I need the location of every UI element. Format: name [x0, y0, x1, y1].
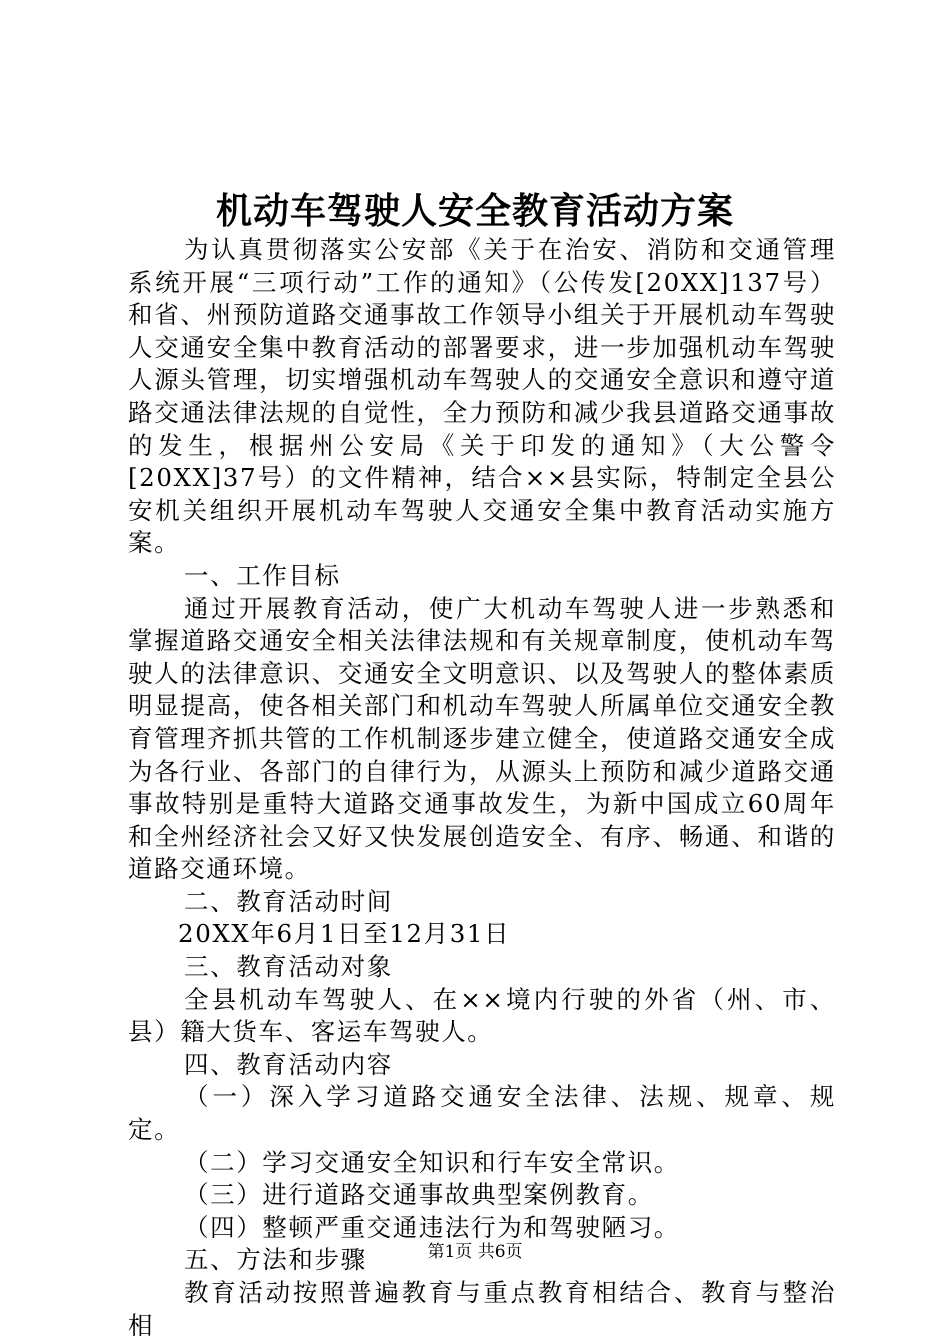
content-item-4: （四）整顿严重交通违法行为和驾驶陋习。 — [184, 1212, 680, 1242]
goals-paragraph: 通过开展教育活动，使广大机动车驾驶人进一步熟悉和掌握道路交通安全相关法律法规和有关规章制度，使机动车驾驶人的法律意识、交通安全文明意识、以及驾驶人的整体素质明显提高，使各相关部门和机动车驾驶人所属单位交通安全教育管理齐抓共管的工作机制逐步建立健全，使道路交通安全成为各行业、各部门的自律行为，从源头上预防和减少道路交通事故特别是重特大道路交通事故发生，为新中国成立60周年和全州经济社会又好又快发展创造安全、有序、畅通、和谐的道路交通环境。 — [128, 593, 836, 884]
section-heading-targets: 三、教育活动对象 — [184, 952, 393, 982]
section-heading-time: 二、教育活动时间 — [184, 886, 393, 916]
targets-paragraph: 全县机动车驾驶人、在××境内行驶的外省（州、市、县）籍大货车、客运车驾驶人。 — [128, 984, 836, 1047]
content-item-1: （一）深入学习道路交通安全法律、法规、规章、规定。 — [128, 1082, 836, 1145]
section-heading-methods: 五、方法和步骤 — [184, 1245, 367, 1275]
content-item-3: （三）进行道路交通事故典型案例教育。 — [184, 1180, 654, 1210]
intro-paragraph: 为认真贯彻落实公安部《关于在治安、消防和交通管理系统开展“三项行动”工作的通知》（公传发[20XX]137号）和省、州预防道路交通事故工作领导小组关于开展机动车驾驶人交通安全集中教育活动的部署要求，进一步加强机动车驾驶人源头管理，切实增强机动车驾驶人的交通安全意识和遵守道路交通法律法规的自觉性，全力预防和减少我县道路交通事故的发生，根据州公安局《关于印发的通知》（大公警令[20XX]37号）的文件精神，结合××县实际，特制定全县公安机关组织开展机动车驾驶人交通安全集中教育活动实施方案。 — [128, 235, 836, 558]
methods-paragraph: 教育活动按照普遍教育与重点教育相结合、教育与整治相 — [128, 1278, 836, 1340]
page-number-footer: 第1页 共6页 — [427, 1242, 523, 1262]
section-heading-goals: 一、工作目标 — [184, 560, 341, 590]
content-item-2: （二）学习交通安全知识和行车安全常识。 — [184, 1147, 680, 1177]
section-heading-content: 四、教育活动内容 — [184, 1049, 393, 1079]
document-title: 机动车驾驶人安全教育活动方案 — [215, 190, 734, 232]
document-body — [128, 234, 836, 1342]
time-paragraph: 20XX年6月1日至12月31日 — [178, 919, 511, 949]
